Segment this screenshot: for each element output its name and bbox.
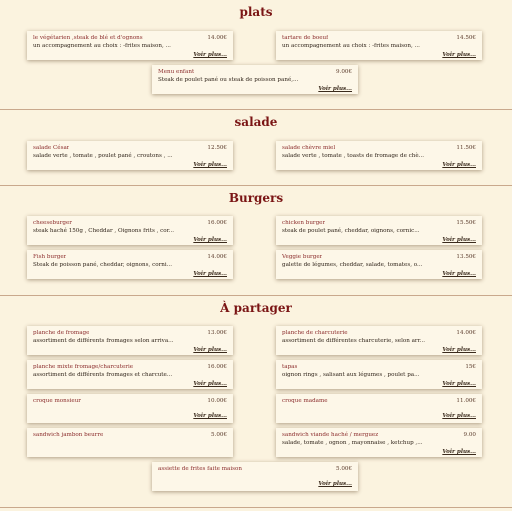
item-description: salade, tomate , ognon , mayonnaise , ketchup ,... <box>282 440 423 446</box>
item-price: 10.00€ <box>207 398 227 404</box>
item-name: le végétarien ,steak de blé et d'ognons <box>33 35 143 41</box>
item-price: 13.00€ <box>207 330 227 336</box>
section-divider <box>0 507 512 508</box>
item-description: steak haché 150g , Cheddar , Oignons frits , cor... <box>33 228 175 234</box>
item-name: Veggie burger <box>282 254 323 260</box>
see-more-link[interactable]: Voir plus... <box>193 347 227 353</box>
see-more-link[interactable]: Voir plus... <box>442 162 476 168</box>
menu-item-planche-fromage[interactable] <box>27 326 233 355</box>
menu-item-cheeseburger[interactable] <box>27 216 233 245</box>
item-name: sandwich viande haché / merguez <box>282 432 379 438</box>
menu-item-chicken-burger[interactable] <box>276 216 482 245</box>
see-more-link[interactable]: Voir plus... <box>193 237 227 243</box>
menu-item-fish-burger[interactable] <box>27 250 233 279</box>
menu-item-salade-cesar[interactable] <box>27 141 233 170</box>
item-price: 5.00€ <box>335 466 352 472</box>
menu-item-tartare[interactable] <box>276 31 482 60</box>
see-more-link[interactable]: Voir plus... <box>193 162 227 168</box>
menu-item-salade-chevre[interactable] <box>276 141 482 170</box>
see-more-link[interactable]: Voir plus... <box>442 449 476 455</box>
menu-item-planche-mixte[interactable] <box>27 360 233 389</box>
item-name: planche de fromage <box>33 330 90 336</box>
item-name: assiette de frites faite maison <box>158 466 242 472</box>
item-name: sandwich jambon beurre <box>33 432 104 438</box>
item-name: planche de charcuterie <box>282 330 348 336</box>
see-more-link[interactable]: Voir plus... <box>318 481 352 487</box>
menu-item-tapas[interactable] <box>276 360 482 389</box>
section-title-plats: plats <box>239 5 273 19</box>
item-price: 16.00€ <box>207 220 227 226</box>
see-more-link[interactable]: Voir plus... <box>193 413 227 419</box>
item-description: Steak de poisson pané, cheddar, oignons, corni... <box>33 262 172 268</box>
see-more-link[interactable]: Voir plus... <box>442 381 476 387</box>
item-description: assortiment de différents fromages selon arriva... <box>33 338 174 344</box>
item-price: 16.00€ <box>207 364 227 370</box>
see-more-link[interactable]: Voir plus... <box>442 413 476 419</box>
item-description: galette de légumes, cheddar, salade, tomates, o... <box>282 262 423 268</box>
item-description: salade verte , tomate , toasts de fromage de chè... <box>282 153 425 159</box>
item-name: croque monsieur <box>33 398 81 404</box>
item-price: 9.00 <box>463 432 476 438</box>
item-name: croque madame <box>282 398 328 404</box>
see-more-link[interactable]: Voir plus... <box>442 237 476 243</box>
item-name: cheeseburger <box>33 220 72 226</box>
item-price: 11.00€ <box>456 398 476 404</box>
item-description: steak de poulet pané, cheddar, oignons, cornic... <box>282 228 420 234</box>
see-more-link[interactable]: Voir plus... <box>193 381 227 387</box>
menu-item-assiette-frites[interactable] <box>152 462 358 491</box>
section-title-salade: salade <box>234 115 278 129</box>
item-description: Steak de poulet pané ou steak de poisson pané,... <box>158 77 299 83</box>
see-more-link[interactable]: Voir plus... <box>442 271 476 277</box>
menu-item-sandwich-viande[interactable] <box>276 428 482 457</box>
item-price: 14.00€ <box>456 330 476 336</box>
menu-item-vegetarien[interactable] <box>27 31 233 60</box>
item-name: tapas <box>282 364 298 370</box>
menu-item-croque-madame[interactable] <box>276 394 482 423</box>
menu-item-menu-enfant[interactable] <box>152 65 358 94</box>
section-divider <box>0 109 512 110</box>
item-price: 14.50€ <box>456 35 476 41</box>
item-description: assortiment de différents fromages et charcute... <box>33 372 173 378</box>
item-name: tartare de boeuf <box>282 35 329 41</box>
see-more-link[interactable]: Voir plus... <box>442 347 476 353</box>
section-divider <box>0 185 512 186</box>
section-title-a-partager: À partager <box>220 301 292 315</box>
item-name: Menu enfant <box>158 69 195 75</box>
item-price: 12.50€ <box>207 145 227 151</box>
item-name: salade César <box>33 145 70 151</box>
item-description: un accompagnement au choix : -frites maison, ... <box>282 43 420 49</box>
menu-item-planche-charcuterie[interactable] <box>276 326 482 355</box>
item-description: oignon rings , salisant aux légumes , poulet pa... <box>282 372 420 378</box>
item-description: un accompagnement au choix : -frites maison, ... <box>33 43 171 49</box>
menu-item-sandwich-jambon[interactable] <box>27 428 233 457</box>
item-name: salade chèvre miel <box>282 145 336 151</box>
item-price: 9.00€ <box>335 69 352 75</box>
item-description: salade verte , tomate , poulet pané , croutons , ... <box>33 153 173 159</box>
see-more-link[interactable]: Voir plus... <box>193 52 227 58</box>
item-price: 5.00€ <box>210 432 227 438</box>
menu-item-veggie-burger[interactable] <box>276 250 482 279</box>
item-description: assortiment de différentes charcuterie, selon arr... <box>282 338 426 344</box>
item-name: planche mixte fromage/charcuterie <box>33 364 134 370</box>
item-price: 14.00€ <box>207 35 227 41</box>
section-divider <box>0 295 512 296</box>
item-price: 13.50€ <box>456 254 476 260</box>
item-price: 11.50€ <box>456 145 476 151</box>
item-name: chicken burger <box>282 220 326 226</box>
item-name: Fish burger <box>33 254 67 260</box>
see-more-link[interactable]: Voir plus... <box>442 52 476 58</box>
see-more-link[interactable]: Voir plus... <box>193 271 227 277</box>
menu-item-croque-monsieur[interactable] <box>27 394 233 423</box>
item-price: 14.00€ <box>207 254 227 260</box>
section-title-burgers: Burgers <box>228 191 284 205</box>
item-price: 15.50€ <box>456 220 476 226</box>
see-more-link[interactable]: Voir plus... <box>318 86 352 92</box>
item-price: 15€ <box>465 364 476 370</box>
